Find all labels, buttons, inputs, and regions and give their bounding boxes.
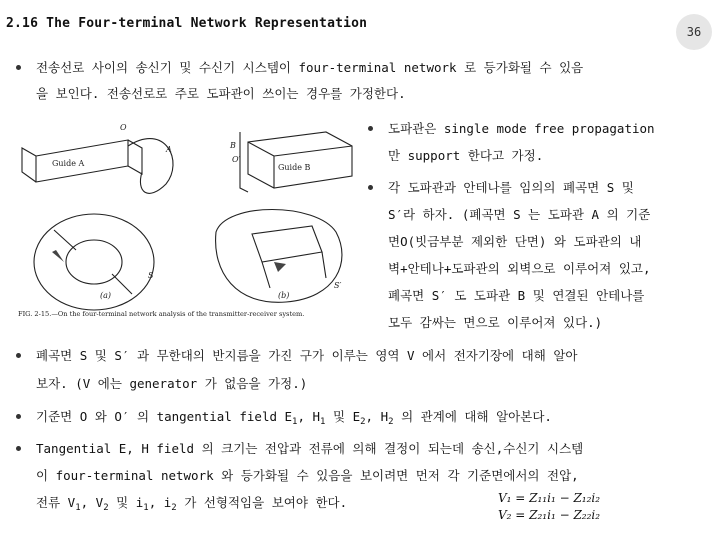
paragraph-2-line-1: 도파관은 single mode free propagation xyxy=(388,121,655,136)
label-o: O xyxy=(120,123,127,132)
paragraph-1-line-1: 전송선로 사이의 송신기 및 수신기 시스템이 four-terminal network 로 등가화될 수 있음 xyxy=(36,60,584,75)
label-guide-a: Guide A xyxy=(52,159,85,168)
paragraph-3-line-1: 각 도파관과 안테나를 임의의 폐곡면 S 및 xyxy=(388,180,634,195)
equation-1: V₁ = Z₁₁i₁ − Z₁₂i₂ xyxy=(498,491,601,505)
guide-b-outline xyxy=(248,132,352,188)
paragraph-3-line-4: 벽+안테나+도파관의 외벽으로 이루어져 있고, xyxy=(388,261,651,276)
bullet-icon xyxy=(368,126,373,131)
paragraph-6-line-2: 이 four-terminal network 와 등가화될 수 있음을 보이려면 먼저 각 기준면에서의 전압, xyxy=(36,468,579,483)
label-part-a: (a) xyxy=(100,291,112,300)
slide-title: 2.16 The Four-terminal Network Representation xyxy=(6,16,368,31)
paragraph-2-line-2: 만 support 한다고 가정. xyxy=(388,148,544,163)
label-s-prime: S′ xyxy=(334,281,342,290)
bullet-icon xyxy=(16,65,21,70)
paragraph-4-line-2: 보자. (V 에는 generator 가 없음을 가정.) xyxy=(36,376,308,391)
equation-2: V₂ = Z₂₁i₁ − Z₂₂i₂ xyxy=(498,508,601,522)
impedance-equations xyxy=(498,490,600,524)
label-s: S xyxy=(148,271,154,280)
label-b: B xyxy=(230,141,236,150)
paragraph-3-line-6: 모두 감싸는 면으로 이루어져 있다.) xyxy=(388,315,603,330)
bullet-icon xyxy=(16,353,21,358)
label-part-b: (b) xyxy=(278,291,290,300)
paragraph-3-line-3: 면O(빗금부분 제외한 단면) 와 도파관의 내 xyxy=(388,234,642,249)
label-a: A xyxy=(166,145,172,154)
paragraph-3-line-2: S′라 하자. (폐곡면 S 는 도파관 A 의 기준 xyxy=(388,207,651,222)
figure-caption: FIG. 2-15.—On the four-terminal network analysis of the transmitter-receiver system. xyxy=(18,310,305,318)
surface-s-outline xyxy=(34,214,154,310)
paragraph-5-line-1: 기준면 O 와 O′ 의 tangential field $E_1$, $H_1$ 및 $E_2$, $H_2$ 의 관계에 대해 알아본다. xyxy=(36,409,552,427)
paragraph-3-line-5: 폐곡면 S′ 도 도파관 B 및 연결된 안테나를 xyxy=(388,288,645,303)
bullet-icon xyxy=(16,414,21,419)
bullet-icon xyxy=(368,185,373,190)
paragraph-1-line-2: 을 보인다. 전송선로로 주로 도파관이 쓰이는 경우를 가정한다. xyxy=(36,86,406,101)
bullet-icon xyxy=(16,446,21,451)
label-guide-b: Guide B xyxy=(278,163,311,172)
waveguide-figure xyxy=(16,102,364,322)
paragraph-6-line-3: 전류 $V_1$, $V_2$ 및 $i_1$, $i_2$ 가 선형적임을 보여야 한다. xyxy=(36,495,348,513)
label-o-prime: O′ xyxy=(232,155,241,164)
paragraph-4-line-1: 폐곡면 S 및 S′ 과 무한대의 반지름을 가진 구가 이루는 영역 V 에서 전자기장에 대해 알아 xyxy=(36,348,578,363)
page-number-badge: 36 xyxy=(676,14,712,50)
paragraph-6-line-1: Tangential E, H field 의 크기는 전압과 전류에 의해 결정이 되는데 송신,수신기 시스템 xyxy=(36,441,584,456)
